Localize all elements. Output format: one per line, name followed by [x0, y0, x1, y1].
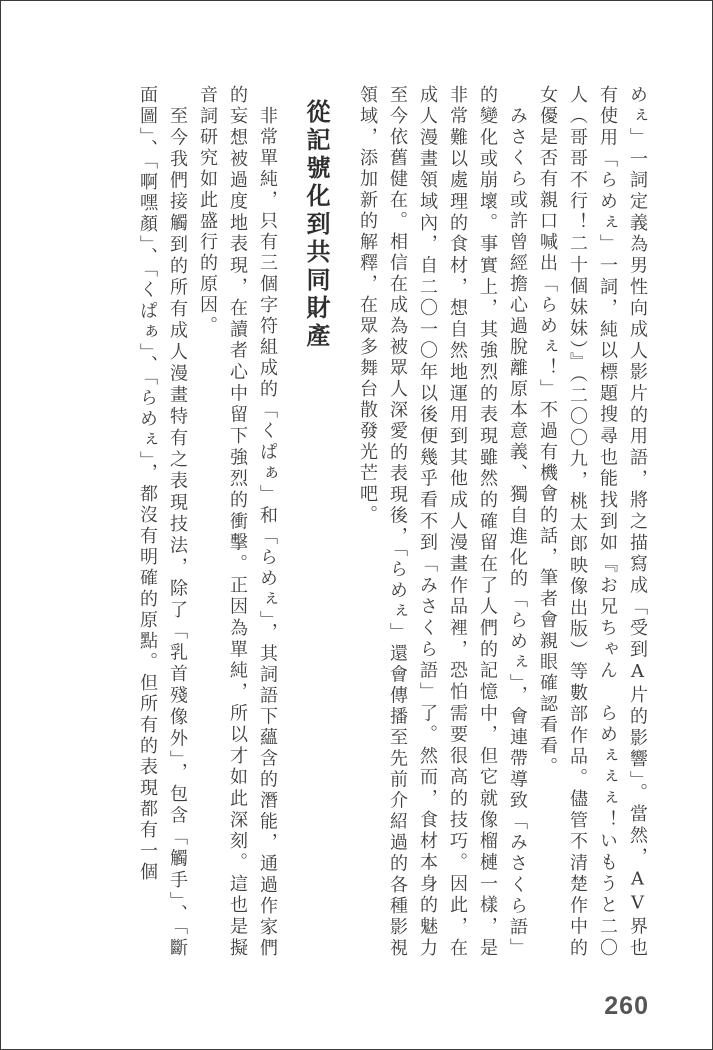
page-number: 260	[604, 992, 649, 1020]
body-paragraph-1: めぇ」一詞定義為男性向成人影片的用語，將之描寫成「受到A片的影響」。當然，AV界也有使用「らめぇ」一詞，純以標題搜尋也能找到如『お兄ちゃん らめぇぇぇ！いもうと二〇人（哥哥不行！二十個妹妹）』（二〇〇九，桃太郎映像出版）等數部作品。儘管不清楚作中的女優是否有親口喊出「らめぇ！」不過有機會的話，筆者會親眼確認看看。	[537, 85, 648, 960]
section-heading: 從記號化到共同財產	[302, 99, 331, 351]
body-paragraph-4: 至今我們接觸到的所有成人漫畫特有之表現技法，除了「乳首殘像外」，包含「觸手」、「斷面圖」、「啊嘿顏」、「くぱぁ」、「らめぇ」，都沒有明確的原點。但所有的表現都有一個	[137, 85, 188, 959]
main-text-column-area	[132, 85, 652, 959]
body-paragraph-2: みさくら或許曾經擔心過脫離原本意義、獨自進化的「らめぇ」，會連帶導致「みさくら語」的變化或崩壞。事實上，其強烈的表現雖然的確留在了人們的記憶中，但它就像榴槤一樣，是非常難以處理的食材，想自然地運用到其他成人漫畫作品裡，恐怕需要很高的技巧。因此，在成人漫畫領域內，自二〇一〇年以後便幾乎看不到「みさくら語」了。然而，食材本身的魅力至今依舊健在。相信在成為被眾人深愛的表現後，「らめぇ」還會傳播至先前介紹過的各種影視領域，添加新的解釋，在眾多舞台散發光芒吧。	[357, 85, 528, 959]
body-paragraph-3: 非常單純，只有三個字符組成的「くぱぁ」和「らめぇ」，其詞語下蘊含的潛能，通過作家們的妄想被過度地表現，在讀者心中留下強烈的衝擊。正因為單純，所以才如此深刻。這也是擬音詞研究如此盛行的原因。	[197, 85, 278, 959]
